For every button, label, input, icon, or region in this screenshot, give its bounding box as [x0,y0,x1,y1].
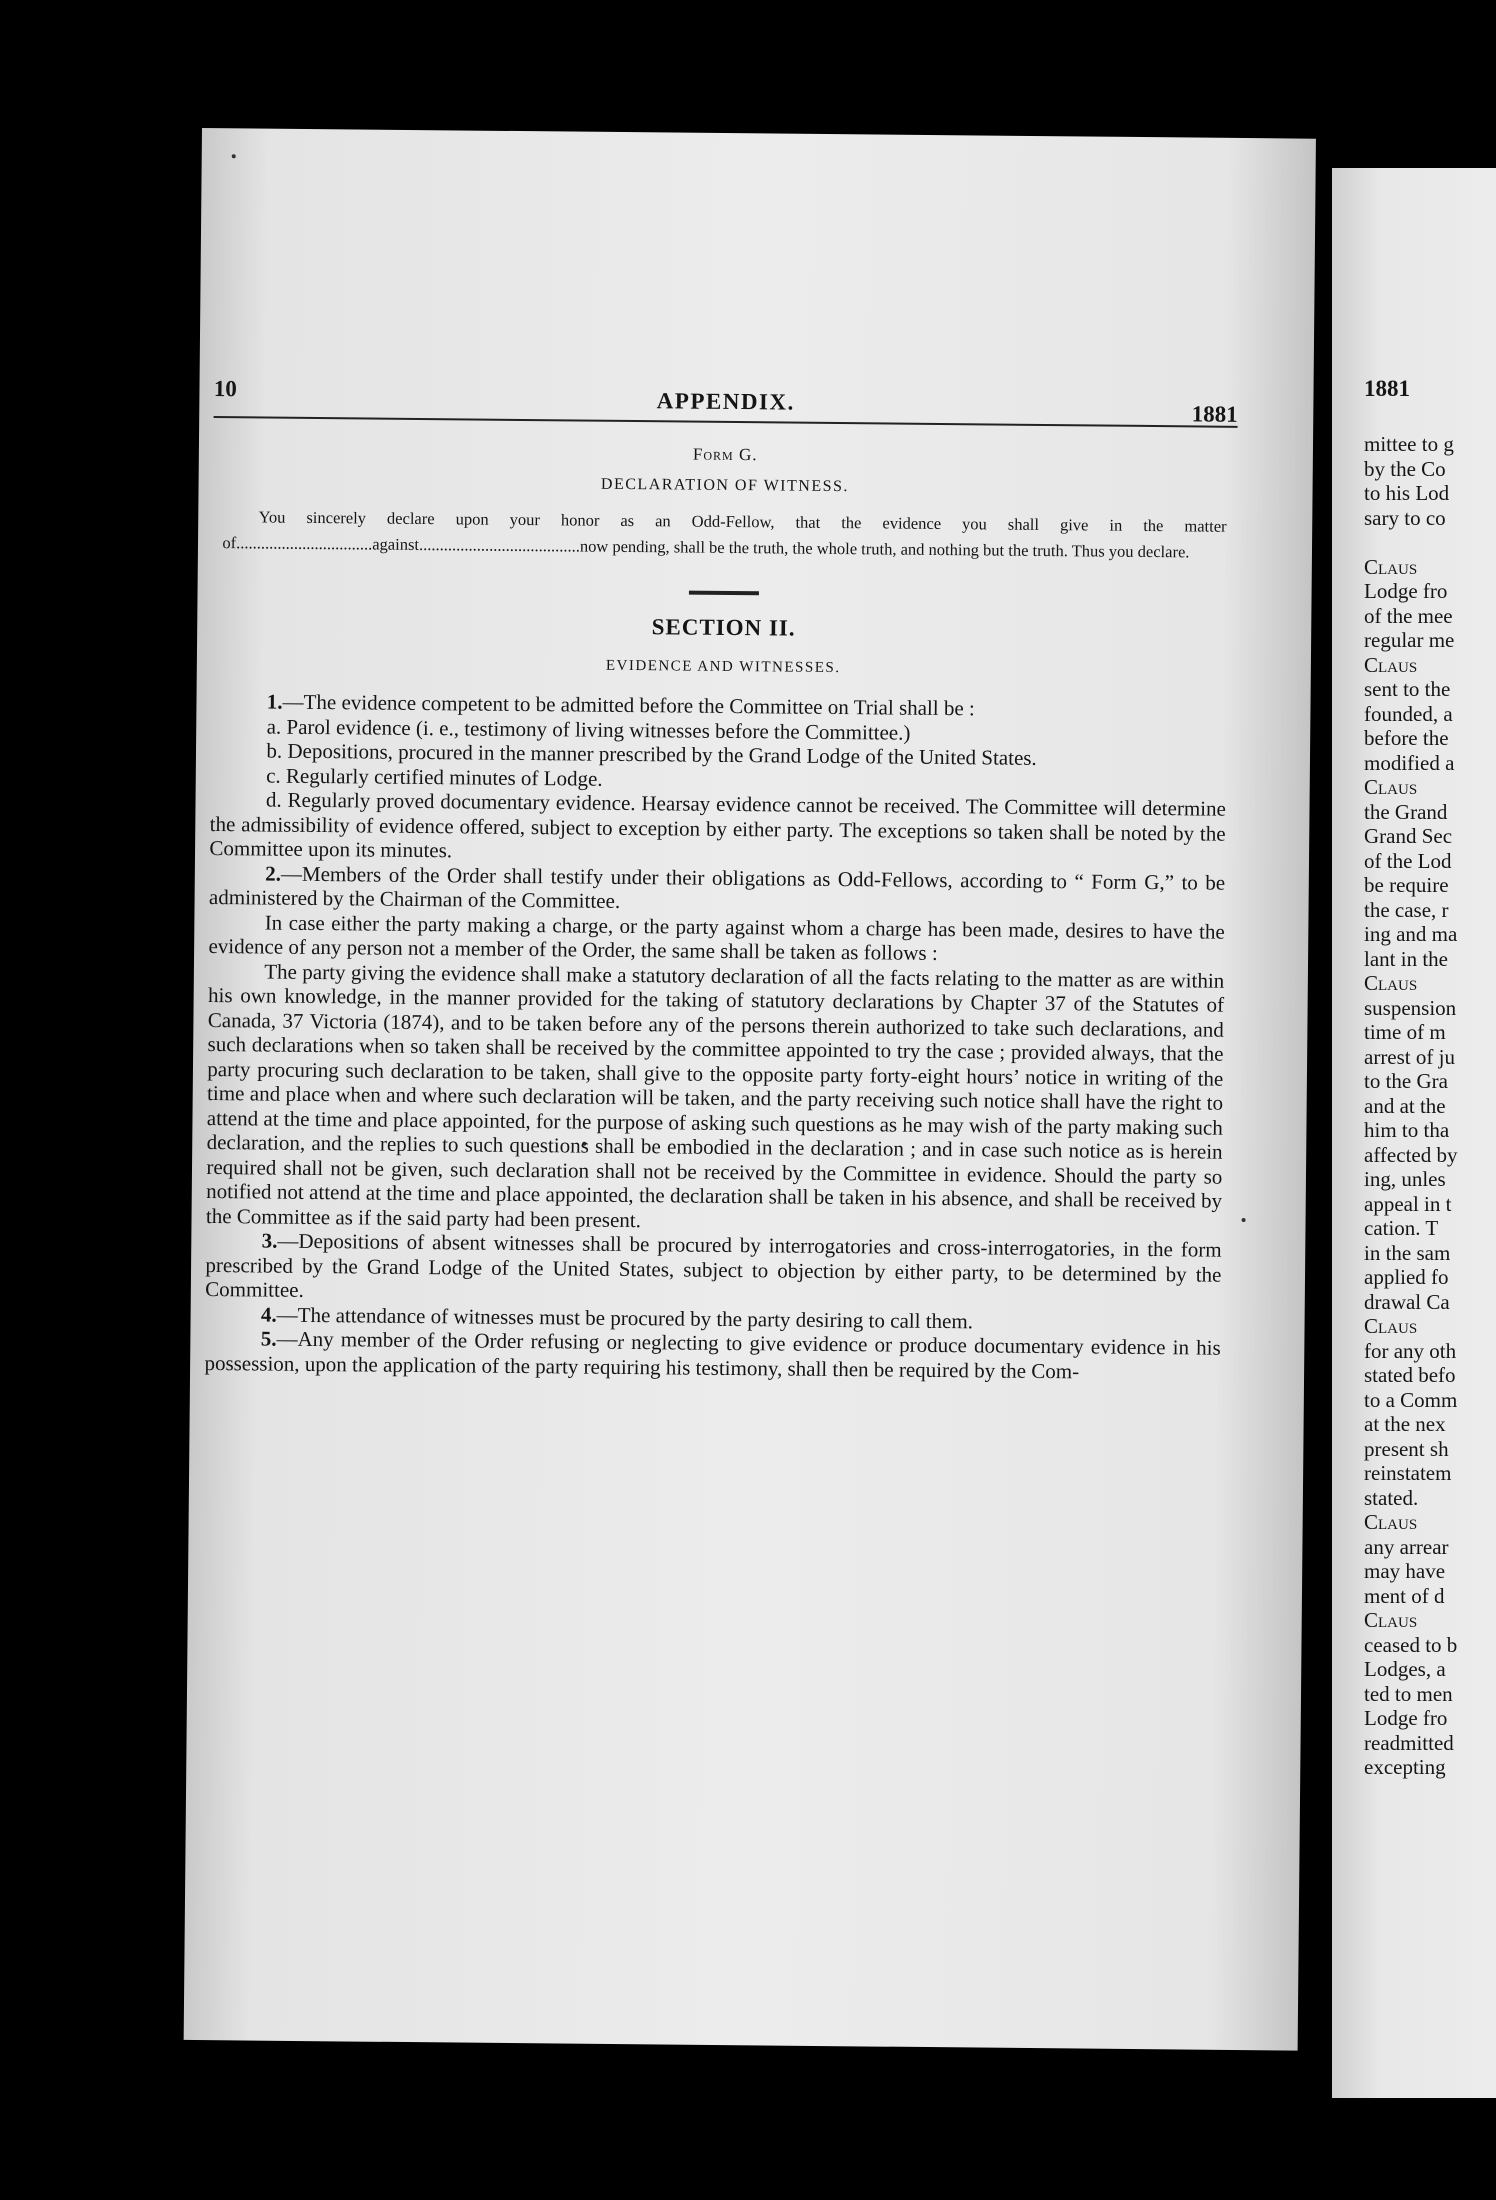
facing-page-line: ment of d [1364,1583,1445,1608]
facing-page-line: Claus [1364,652,1418,677]
section-body [204,689,1227,1385]
paragraph-text: c. Regularly certified minutes of Lodge. [266,763,603,791]
page-content [204,376,1238,1385]
facing-page-line: ted to men [1364,1681,1453,1706]
facing-page-line: drawal Ca [1364,1289,1450,1314]
facing-page-line: any arrear [1364,1534,1449,1559]
paragraph-text: a. Parol evidence (i. e., testimony of living witnesses before the Committee.) [266,714,911,745]
facing-page-line: mittee to g [1364,432,1454,456]
facing-page-line: Claus [1364,775,1418,799]
facing-page-line: of the mee [1364,603,1453,628]
facing-page-line: Claus [1364,1608,1418,1632]
facing-page-line: present sh [1364,1436,1449,1461]
facing-page-line: stated. [1364,1485,1419,1510]
facing-page-line: Lodge fro [1364,1706,1448,1730]
section-paragraph [209,787,1226,870]
paragraph-text: —The evidence competent to be admitted before the Committee on Trial shall be : [282,689,975,721]
facing-page-year: 1881 [1364,376,1410,401]
paragraph-text: b. Depositions, procured in the manner prescribed by the Grand Lodge of the United States. [266,738,1037,770]
facing-page-line: time of m [1364,1020,1446,1044]
facing-page-line: to his Lod [1364,481,1450,505]
paragraph-text: —The attendance of witnesses must be procured by the party desiring to call them. [276,1302,974,1333]
page-number: 10 [213,376,237,402]
facing-page-line: Claus [1364,1510,1418,1534]
facing-page-line: of the Lod [1364,848,1452,873]
paragraph-text: In case either the party making a charge, or the party against whom a charge has been made, desires to have the evidence of any person not a member of the Order, the same shall be taken as follows : [208,910,1225,965]
facing-page-text [1364,432,1457,1780]
facing-page-line: before the [1364,726,1449,750]
scan-speck [232,154,236,158]
section-title: SECTION II. [651,614,796,641]
facing-page-line: Claus [1364,1314,1418,1338]
facing-page-line: and at the [1364,1093,1446,1118]
facing-page-line: Claus [1364,554,1418,579]
section-paragraph [205,1228,1222,1311]
facing-page-line: for any oth [1364,1338,1457,1363]
running-head [214,376,1238,428]
facing-page-line: be require [1364,873,1449,897]
paragraph-number: 4. [260,1301,277,1327]
facing-page-line: ing and ma [1364,922,1458,946]
facing-page-line: cation. T [1364,1216,1439,1240]
facing-page-line: modified a [1364,750,1455,775]
facing-page-line: regular me [1364,628,1455,652]
facing-page-line: Lodges, a [1364,1657,1446,1681]
facing-page-line: sent to the [1364,677,1451,701]
section-paragraph [204,1326,1220,1385]
form-title: Form G. [692,444,758,465]
section-rule [689,591,759,596]
facing-page-line: him to tha [1364,1118,1450,1142]
facing-page-line: Claus [1364,971,1418,995]
facing-page-line: applied fo [1364,1265,1449,1289]
facing-page-line: affected by [1364,1142,1458,1167]
paragraph-number: 1. [266,689,283,714]
facing-page-line: at the nex [1364,1412,1446,1436]
facing-page-line: excepting [1364,1755,1446,1779]
paragraph-text: —Depositions of absent witnesses shall be procured by interrogatories and cross-interrogatories, in the form prescribed by the Grand Lodge of the United States, subject to objection by either party, to be determined by the Committee. [205,1228,1222,1302]
running-title: APPENDIX. [656,388,795,415]
facing-page-line: stated befo [1364,1363,1456,1387]
form-subtitle: DECLARATION OF WITNESS. [600,475,850,496]
facing-page-line: readmitted [1364,1730,1454,1755]
facing-page-line: suspension [1364,995,1457,1020]
facing-page-line: ing, unles [1364,1167,1446,1191]
scan-speck [1242,1218,1246,1222]
facing-page-line: in the sam [1364,1240,1451,1265]
running-year: 1881 [1191,401,1238,427]
witness-oath: You sincerely declare upon your honor as an Odd-Fellow, that the evidence you shall give in the matter of.................................against.......................................now pending, shall be the truth, the whole truth, and nothing but the truth. Thus you declare. [222,507,1227,562]
facing-page-line: to the Gra [1364,1069,1448,1093]
paragraph-number: 3. [261,1228,278,1253]
facing-page-line: lant in the [1364,946,1448,971]
section-paragraph [206,958,1225,1237]
paragraph-number: 2. [265,861,282,886]
facing-page-line: Grand Sec [1364,824,1453,848]
facing-page-line: arrest of ju [1364,1044,1455,1069]
facing-page-line: founded, a [1364,701,1453,726]
paragraph-number: 5. [260,1326,277,1351]
paragraph-text: —Any member of the Order refusing or neglecting to give evidence or produce documentary evidence in his possession, upon the application of the party requiring his testimony, shall then be required by the Com- [204,1326,1221,1383]
facing-page-line: sary to co [1364,505,1446,530]
facing-page-line: may have [1364,1559,1446,1583]
facing-page-line: Lodge fro [1364,579,1448,603]
facing-page-line: to a Comm [1364,1387,1458,1412]
paragraph-text: —Members of the Order shall testify under their obligations as Odd-Fellows, according to “ Form G,” to be administered by the Chairman of the Committee. [208,861,1226,913]
paragraph-text: The party giving the evidence shall make a statutory declaration of all the facts relating to the matter as are within his own knowledge, in the manner provided for the taking of statutory declarations by Chapter 37 of the Statutes of Canada, 37 Victoria (1874), and to be taken before any of the persons therein authorized to take such declarations, and such declarations when so taken shall be received by the committee appointed to try the case ; provided always, that the party procuring such declaration to be taken, shall give to the opposite party forty-eight hours’ notice in writing of the time and place when and where such declaration will be taken, and the party receiving such notice shall have the right to attend at the time and place appointed, for the purpose of asking such questions as he may wish of the party making such declaration, and the replies to such questions shall be embodied in the declaration ; and in case such notice as is herein required shall not be given, such declaration shall not be received by the Committee in evidence. Should the party so notified not attend at the time and place appointed, the declaration shall be taken in his absence, and shall be received by the Committee as if the said party had been present. [205,959,1225,1232]
facing-page-line: by the Co [1364,456,1446,481]
facing-page-line: reinstatem [1364,1461,1452,1485]
facing-page-line: the case, r [1364,897,1449,922]
section-subtitle: EVIDENCE AND WITNESSES. [605,657,841,677]
facing-page-line [1364,530,1457,555]
facing-page-line: the Grand [1364,799,1448,824]
paragraph-text: d. Regularly proved documentary evidence. Hearsay evidence cannot be received. The Committee will determine the admissibility of evidence offered, subject to exception by either party. The exceptions so taken shall be noted by the Committee upon its minutes. [209,787,1227,863]
facing-page-line: appeal in t [1364,1191,1452,1216]
facing-page-line: ceased to b [1364,1632,1458,1657]
facing-page-fragment [1332,168,1496,2098]
